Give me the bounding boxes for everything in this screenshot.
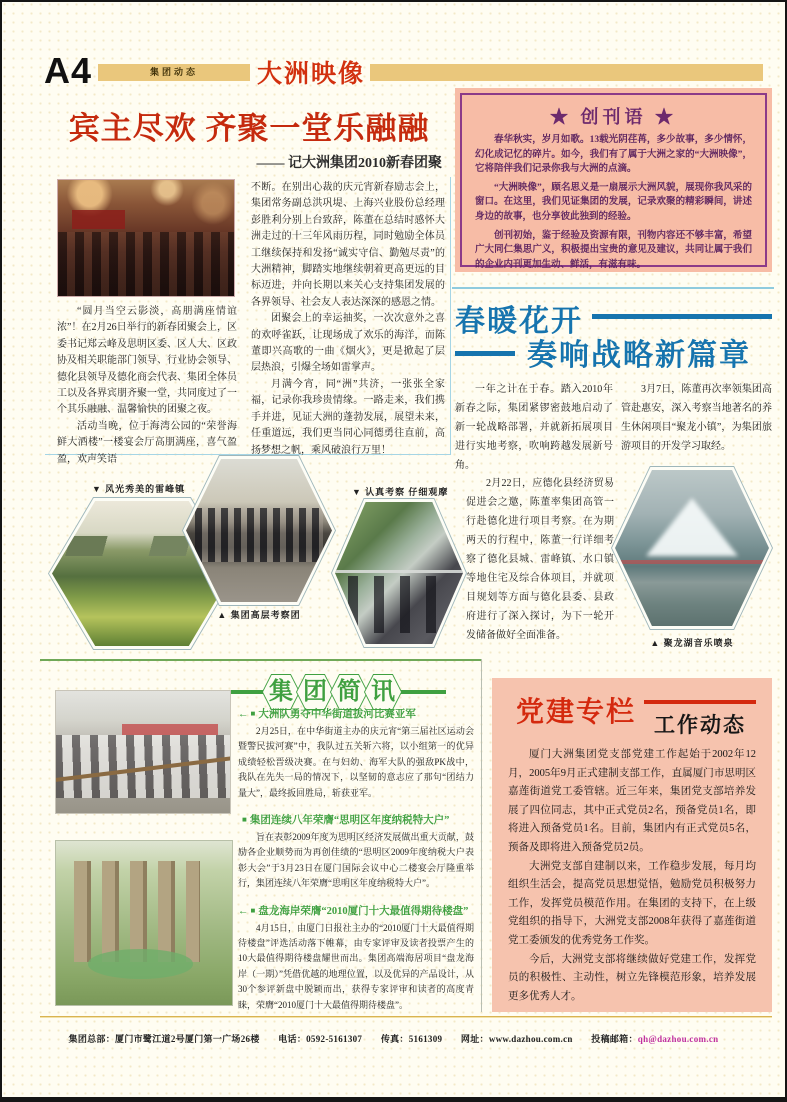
briefs-content <box>238 706 474 1024</box>
left-arrow-icon: ← <box>238 709 247 720</box>
party-content <box>492 746 772 1006</box>
party-title: 党建专栏 <box>516 697 637 728</box>
strategy-title-line1: 春暖花开 <box>455 305 583 338</box>
party-paragraph: 厦门大洲集团党支部党建工作起始于2002年12月，2005年9月正式建制支部工作，直属厦门市思明区嘉莲街道党工委管辖。近三年来，集团党支部培养发展了四位同志，其中正式党员2名，预备党员1名，即将进入预备党员1名。目前，集团内有正式党员5名，预备及即将进入预备党员2员。 <box>508 749 756 853</box>
brief-body: 2月25日，在中华街道主办的庆元宵“第三届社区运动会暨警民拔河赛”中，我队过五关斩六将，以小组第一的优异成绩轻松晋级决赛。在与妇幼、海军大队的强敌PK战中，我队在先失一局的情况下，以坚韧的意志应了那句“团结力量大”，最终扳回胜局，斩获亚军。 <box>238 726 474 798</box>
garden-shape <box>88 949 194 979</box>
towers-shape <box>74 861 201 963</box>
banquet-banner-shape <box>72 210 125 229</box>
group-hex-photo <box>182 455 336 606</box>
footer-email: qh@dazhou.com.cn <box>637 1034 719 1044</box>
briefs-header-hex <box>364 674 402 710</box>
party-title-rule <box>644 700 756 704</box>
banner-shape <box>122 724 218 735</box>
article-paragraph: 活动当晚，位于海湾公园的“荣誉海鲜大酒楼”一楼宴会厅高朋满座，喜气盈盈，欢声笑语 <box>57 420 237 465</box>
fountain-hex-photo <box>611 466 773 630</box>
article-paragraph: 团聚会上的幸运抽奖，一次次意外之喜的欢呼雀跃，让现场成了欢乐的海洋，而陈董即兴高歌的一曲《烟火》，更是掀起了层层热浪，引爆全场如雷掌声。 <box>251 313 445 374</box>
party-subtitle: 工作动态 <box>654 713 746 737</box>
hex-caption-group: ▲ 集团高层考察团 <box>217 610 301 620</box>
square-bullet-icon: ■ <box>250 709 256 718</box>
article-paragraph: 不断。在别出心裁的庆元宵新春励志会上，集团常务副总洪巩堤、上海兴业股份总经理彭胜利分别上台致辞，陈董在总结时感怀大洲走过的十三年风雨历程，同时勉励全体员工继续保持和发扬“诚实守信、勤勉尽责”的大洲精神，脚踏实地继续朝着更高更远的目标迈进，并向长期以来关心支持集团发展的各界领导、社会友人表达深深的感恩之情。 <box>251 182 445 308</box>
square-bullet-icon: ■ <box>242 815 247 825</box>
page-number-label: A4 <box>44 50 93 91</box>
main-article <box>45 177 451 465</box>
section-tag-bar: 集团动态 <box>98 64 250 81</box>
briefs-header-char: 集 <box>269 679 293 705</box>
strategy-title-line2: 奏响战略新篇章 <box>527 339 751 372</box>
strategy-paragraph: 一年之计在于春。踏入2010年新春之际，集团紧锣密鼓地启动了新一轮战略部署，并就新拓展项目进行实地考察，吹响跨越发展新号角。 <box>455 384 613 471</box>
tug-of-war-photo <box>55 690 231 814</box>
brief-title: 集团连续八年荣膺“思明区年度纳税特大户” <box>249 815 450 827</box>
section-divider-blue <box>452 287 774 289</box>
strategy-paragraph: 3月7日，陈董再次率领集团高管赴惠安，深入考察当地著名的养生休闲项目“聚龙小镇”，为集团旅游项目的开发学习取经。 <box>621 384 772 452</box>
editorial-box-border <box>460 93 767 270</box>
brief-title: 盘龙海岸荣膺“2010厦门十大最值得期待楼盘” <box>258 905 469 917</box>
editorial-paragraph: 创刊初始，鉴于经验及资源有限，刊物内容还不够丰富，希望广大同仁集思广义，积极提出宝贵的意见及建议，共同让属于我们的企业内刊更加生动、鲜活，有滋有味。 <box>475 230 752 270</box>
briefs-section <box>50 668 475 1014</box>
residential-project-photo <box>55 840 233 1006</box>
editorial-box <box>455 88 772 272</box>
briefs-header-hex <box>262 674 300 710</box>
article-left-column <box>57 304 237 468</box>
editorial-paragraph: “大洲映像”，顾名思义是一扇展示大洲风貌，展现你我风采的窗口。在这里，我们见证集团的发展，记录欢聚的精彩瞬间，讲述身边的故事，也分享彼此独到的经验。 <box>475 182 752 222</box>
column-divider <box>481 659 482 1012</box>
strategy-title-rule-left <box>455 351 515 356</box>
brief-item <box>238 706 474 801</box>
left-arrow-icon: ← <box>238 905 247 917</box>
briefs-header-hex <box>296 674 334 710</box>
briefs-header-char: 讯 <box>371 679 395 705</box>
people-shape <box>195 508 323 562</box>
briefs-header-char: 简 <box>337 679 361 705</box>
briefs-header-rule-right <box>400 690 446 694</box>
editorial-paragraph: 春华秋实，岁月如歌。13载光阴荏苒，多少故事，多少情怀，幻化成记忆的碎片。如今，我们有了属于大洲之家的“大洲映像”，它将陪伴我们记录你我与大洲的点滴。 <box>475 135 752 175</box>
banquet-crowd-shape <box>58 232 234 296</box>
brief-title: 大洲队勇夺中华街道拔河比赛亚军 <box>258 709 416 720</box>
hex-caption-leifeng: ▼ 风光秀美的雷峰镇 <box>92 484 186 494</box>
section-divider-green <box>40 659 482 661</box>
article-headline: 宾主尽欢 齐聚一堂乐融融 <box>68 111 430 146</box>
people-shape <box>348 576 450 633</box>
brief-body: 旨在表彰2009年度为思明区经济发展做出重大贡献，鼓励各企业顺势而为再创佳绩的“思明区2009年度纳税大户表彰大会”于3月23日在厦门国际会议中心二楼宴会厅隆重举行，集团连续八年荣膺“思明区年度纳税特大户”。 <box>238 832 474 889</box>
article-paragraph: 月满今宵，同“洲”共济，一张张全家福，记录你我珍贵情缘。一路走来，我们携手并进，见证大洲的蓬勃发展，展望未来，任重道远，我们更当同心同德勇往直前，高扬梦想之帆，乘风破浪行万里！ <box>251 378 445 456</box>
strategy-title-rule-right <box>592 314 772 319</box>
header-gold-bar <box>370 64 763 81</box>
footer-divider <box>40 1016 772 1018</box>
article-right-column <box>251 180 445 459</box>
fountain-spray-shape <box>646 498 738 556</box>
party-building-box <box>492 678 772 1012</box>
party-paragraph: 今后，大洲党支部将继续做好党建工作，发挥党员的积极性、主动性，树立先锋模范形象，培养发展更多优秀人才。 <box>508 953 756 1002</box>
party-paragraph: 大洲党支部自建制以来，工作稳步发展，每月均组织生活会，提高党员思想觉悟，勉励党员积极努力工作，发挥党员模范作用。在集团的支持下，在上级党组织的指导下，大洲党支部2008年获得了嘉莲街道党工委颁发的优秀党务工作奖。 <box>508 860 756 946</box>
strategy-paragraph: 2月22日，应德化县经济贸易促进会之邀，陈董率集团高管一行赴德化进行项目考察。在为期两天的行程中，陈董一行详细考察了德化县城、雷峰镇、水口镇等地住宅及综合体项目，并就项目规划等方面与德化县委、县政府进行了深入探讨，为下一轮开发储备做好全面准备。 <box>466 478 614 641</box>
briefs-header <box>218 674 446 710</box>
square-bullet-icon: ■ <box>250 905 256 915</box>
footer-info: 集团总部：厦门市鹭江道2号厦门第一广场26楼 电话：0592-5161307 传真：5161309 网址：www.dazhou.com.cn 投稿邮箱： <box>68 1034 638 1044</box>
article-subtitle: —— 记大洲集团2010新春团聚 <box>256 156 442 171</box>
brief-body: 4月15日，由厦门日报社主办的“2010厦门十大最值得期待楼盘”评选活动落下帷幕，由专家评审及读者投票产生的10大最值得期待楼盘耀世而出。集团高端海居项目“盘龙海岸（一期）”凭借优越的地理位置，以及优异的产品设计，从30个参评新盘中脱颖而出，获得专家评审和读者的高度青睐，荣膺“2010厦门十大最值得期待楼盘”。 <box>238 922 474 1010</box>
hex-caption-fountain: ▲ 聚龙湖音乐喷泉 <box>650 638 734 648</box>
hex-caption-observe: ▼ 认真考察 仔细观摩 <box>352 487 449 497</box>
fountain-lights-shape <box>615 560 769 564</box>
briefs-header-hex <box>330 674 368 710</box>
observe-hex-photo <box>331 498 467 648</box>
railing-shape <box>335 570 463 573</box>
editorial-title: ★ 创刊语 ★ <box>550 107 677 127</box>
footer-contact-line <box>0 1032 787 1045</box>
brief-item <box>238 812 474 892</box>
briefs-header-char: 团 <box>303 679 327 705</box>
brief-item <box>238 903 474 1013</box>
banquet-photo <box>57 179 235 297</box>
article-paragraph: “圆月当空云影淡，高朋满座情谊浓”！在2月26日举行的新春团聚会上，区委书记郑云峰及思明区委、区人大、区政协及相关职能部门领导、行业协会领导、德化县领导及德化商会代表、集团全体员工以及各界宾朋齐聚一堂，共同度过了一个其乐融融、温馨愉快的团聚之夜。 <box>57 306 237 416</box>
masthead-title: 大洲映像 <box>257 61 366 88</box>
